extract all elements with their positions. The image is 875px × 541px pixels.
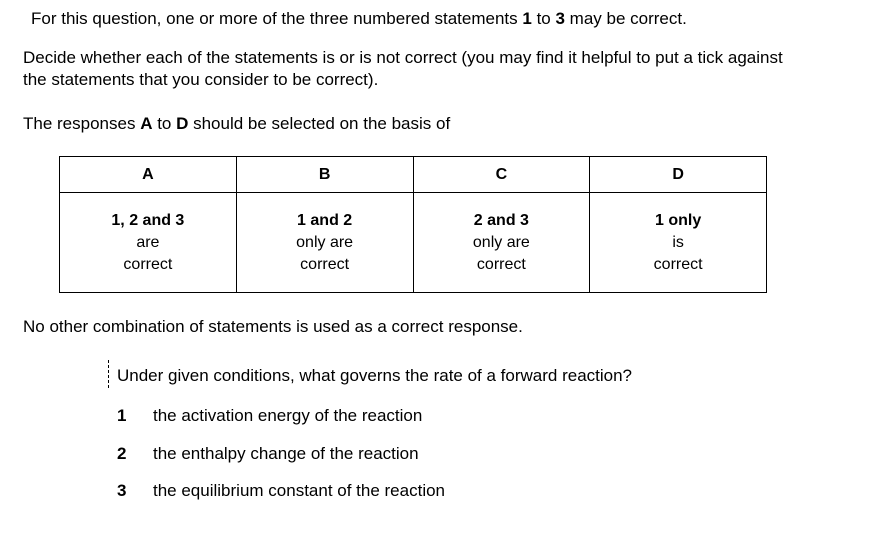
responses-intro-text-mid: to [152, 114, 177, 133]
response-header-a: A [60, 157, 237, 193]
response-a-statements: 1, 2 and 3 [111, 211, 185, 229]
instructions-line-1: Decide whether each of the statements is or is not correct (you may find it helpful to put a tick against [23, 48, 783, 67]
intro-line-1-text-mid: to [531, 9, 556, 28]
response-header-row [60, 157, 767, 193]
statement-number: 3 [117, 481, 127, 500]
responses-intro-bold-d: D [176, 114, 189, 133]
response-cell-d [590, 193, 767, 293]
response-d-correct: correct [653, 255, 703, 273]
no-other-combination-note: No other combination of statements is used as a correct response. [23, 317, 523, 336]
response-d-statements: 1 only [655, 211, 702, 229]
intro-line-1-text-end: may be correct. [564, 9, 687, 28]
response-cell-a [60, 193, 237, 293]
statement-text: the equilibrium constant of the reaction [153, 481, 446, 500]
response-c-statements: 2 and 3 [473, 211, 529, 229]
statement-text: the enthalpy change of the reaction [153, 444, 419, 463]
response-d-verb: is [672, 233, 684, 251]
response-c-verb: only are [472, 233, 530, 251]
response-cell-c [413, 193, 590, 293]
question-stem: Under given conditions, what governs the rate of a forward reaction? [117, 366, 633, 385]
responses-intro-text-end: should be selected on the basis of [188, 114, 451, 133]
intro-line-1-bold-3: 3 [555, 9, 565, 28]
statement-number: 2 [117, 444, 127, 463]
response-a-verb: are [136, 233, 160, 251]
responses-intro-text: The responses [23, 114, 141, 133]
statement-text: the activation energy of the reaction [153, 406, 423, 425]
response-a-correct: correct [123, 255, 173, 273]
statement-number: 1 [117, 406, 127, 425]
response-meaning-row [60, 193, 767, 293]
intro-line-1 [31, 9, 687, 29]
responses-intro [23, 114, 450, 134]
response-b-verb: only are [296, 233, 354, 251]
response-header-c: C [413, 157, 590, 193]
response-c-correct: correct [476, 255, 526, 273]
response-b-correct: correct [300, 255, 350, 273]
responses-intro-bold-a: A [140, 114, 153, 133]
instructions-line-2: the statements that you consider to be correct). [23, 70, 379, 89]
question-margin-marker [108, 360, 109, 388]
response-header-d: D [590, 157, 767, 193]
response-header-b: B [236, 157, 413, 193]
response-cell-b [236, 193, 413, 293]
response-b-statements: 1 and 2 [297, 211, 353, 229]
intro-line-1-bold-1: 1 [522, 9, 532, 28]
intro-line-1-text: For this question, one or more of the three numbered statements [31, 9, 523, 28]
response-key-table [59, 156, 767, 293]
